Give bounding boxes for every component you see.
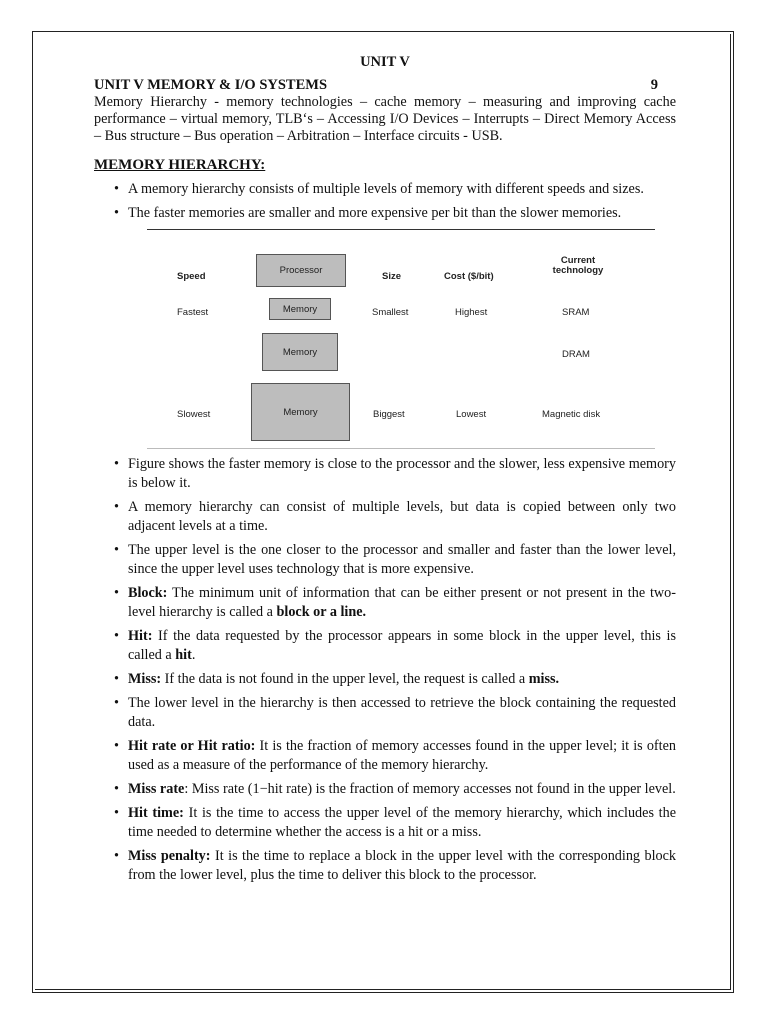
unit-heading-row [94,77,676,94]
intro-bullet-list [94,180,676,223]
term-miss: Miss: [128,671,162,687]
bullet-icon: • [114,781,119,797]
term-miss-rate: Miss rate [128,781,185,797]
col-size-label: Size [382,271,402,282]
list-item: • The faster memories are smaller and more expensive per bit than the slower memories. [114,205,622,221]
term-hit-time: Hit time: [128,805,184,821]
list-item: • The lower level in the hierarchy is then accessed to retrieve the block containing the requested data. [114,695,676,730]
list-item-hit-time: • Hit time: It is the time to access the upper level of the memory hierarchy, which includes the time needed to determine whether the access is a hit or a miss. [114,805,676,840]
bullet-icon: • [114,181,119,197]
list-item-miss-rate: • Miss rate: Miss rate (1−hit rate) is the fraction of memory accesses not found in the upper level. [114,781,676,797]
memory-box-level-3: Memory [251,383,350,441]
list-item: • The upper level is the one closer to the processor and smaller and faster than the lower level, since the upper level uses technology that is more expensive. [114,542,676,577]
list-item-hit: • Hit: If the data requested by the processor appears in some block in the upper level, this is called a hit. [114,628,676,663]
list-item-block: • Block: The minimum unit of information that can be either present or not present in the two-level hierarchy is called a block or a line. [114,585,676,620]
page-content [94,54,676,890]
bullet-icon: • [114,585,119,601]
term-block: Block: [128,585,168,601]
term-hit: Hit: [128,628,153,644]
unit-hours: 9 [650,77,658,93]
memory-hierarchy-figure [147,229,655,449]
bullet-icon: • [114,848,119,864]
row-speed-slowest: Slowest [177,409,211,420]
row-cost-lowest: Lowest [456,409,487,420]
row-tech-dram: DRAM [562,349,590,360]
memory-box-level-2: Memory [262,333,338,371]
bullet-icon: • [114,456,119,472]
bullet-icon: • [114,695,119,711]
term-hit-rate: Hit rate or Hit ratio: [128,738,256,754]
row-tech-sram: SRAM [562,307,590,318]
row-size-biggest: Biggest [373,409,405,420]
col-tech-label: Current technology [552,255,604,276]
bullet-icon: • [114,671,119,687]
col-speed-label: Speed [177,271,206,282]
bullet-icon: • [114,542,119,558]
bullet-icon: • [114,805,119,821]
section-title: MEMORY HIERARCHY: [94,157,266,173]
list-item: • A memory hierarchy consists of multiple levels of memory with different speeds and sizes. [114,181,644,197]
row-tech-magnetic-disk: Magnetic disk [542,409,601,420]
term-miss-penalty: Miss penalty: [128,848,211,864]
list-item-hit-rate: • Hit rate or Hit ratio: It is the fraction of memory accesses found in the upper level; it is often used as a measure of the performance of the memory hierarchy. [114,738,676,773]
definition-bullet-list [94,455,676,885]
unit-title: UNIT V [360,54,410,70]
bullet-icon: • [114,628,119,644]
unit-heading: UNIT V MEMORY & I/O SYSTEMS [94,77,328,93]
list-item: • Figure shows the faster memory is close to the processor and the slower, less expensive memory is below it. [114,456,676,491]
row-cost-highest: Highest [455,307,488,318]
list-item-miss: • Miss: If the data is not found in the upper level, the request is called a miss. [114,671,560,687]
row-size-smallest: Smallest [372,307,409,318]
syllabus-text: Memory Hierarchy - memory technologies – cache memory – measuring and improving cache performance – virtual memory, TLB‘s – Accessing I/O Devices – Interrupts – Direct Memory Access – Bus structure – Bus operation – Arbitration – Interface circuits - USB. [94,94,676,144]
row-speed-fastest: Fastest [177,307,209,318]
col-cost-label: Cost ($/bit) [444,271,494,282]
processor-box: Processor [256,254,346,287]
list-item: • A memory hierarchy can consist of multiple levels, but data is copied between only two adjacent levels at a time. [114,499,676,534]
list-item-miss-penalty: • Miss penalty: It is the time to replace a block in the upper level with the corresponding block from the lower level, plus the time to deliver this block to the processor. [114,848,677,883]
bullet-icon: • [114,205,119,221]
bullet-icon: • [114,738,119,754]
memory-box-level-1: Memory [269,298,331,320]
bullet-icon: • [114,499,119,515]
